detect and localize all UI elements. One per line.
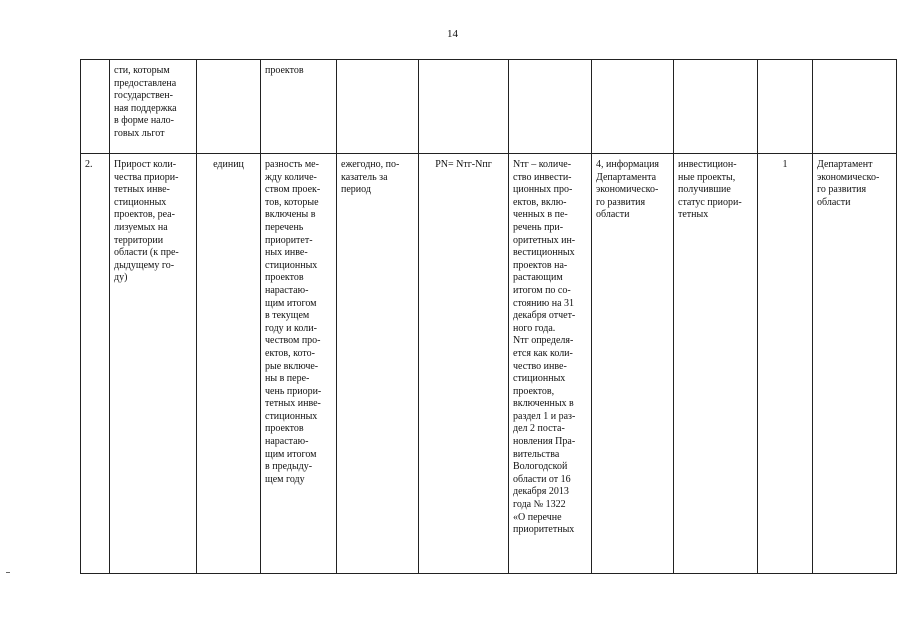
population-cell: инвестицион- ные проекты, получившие статус приори- тетных	[674, 154, 758, 574]
responsible-cell: Департамент экономическо- го развития области	[813, 154, 897, 574]
column-10-cell: 1	[758, 154, 813, 574]
table-row	[81, 60, 897, 154]
unit-cell: единиц	[197, 154, 261, 574]
scan-artifact	[6, 572, 10, 573]
definition-cell: разность ме- жду количе- ством проек- тов, которые включены в перечень приоритет- ных инве- стиционных проектов нарастаю- щим итогом в текущем году и коли- чеством про- ектов, кото- рые включе- ны в пере- чень приори- тетных инве- стиционных проектов нарастаю- щим итогом в предыду- щем году	[261, 154, 337, 574]
indicator-name-cell: сти, которым предоставлена государствен- ная поддержка в форме нало- говых льгот	[110, 60, 197, 154]
unit-cell	[197, 60, 261, 154]
periodicity-cell	[337, 60, 419, 154]
indicator-table	[80, 59, 897, 574]
definition-cell: проектов	[261, 60, 337, 154]
row-number-cell: 2.	[81, 154, 110, 574]
formula-cell	[419, 60, 509, 154]
table-row	[81, 154, 897, 574]
source-cell: 4, информация Департамента экономическо- го развития области	[592, 154, 674, 574]
population-cell	[674, 60, 758, 154]
column-10-cell	[758, 60, 813, 154]
indicator-name-cell: Прирост коли- чества приори- тетных инве- стиционных проектов, реа- лизуемых на территории области (к пре- дыдущему го- ду)	[110, 154, 197, 574]
page-number: 14	[447, 28, 458, 40]
description-cell: Nтг – количе- ство инвести- ционных про- ектов, вклю- ченных в пе- речень при- оритетных ин- вестиционных проектов на- растающим итогом по со- стоянию на 31 декабря отчет- ного года. Nтг определя- ется как коли- чество инве- стиционных проектов, включенных в раздел 1 и раз- дел 2 поста- новления Пра- вительства Вологодской области от 16 декабря 2013 года № 1322 «О перечне приоритетных	[509, 154, 592, 574]
row-number-cell	[81, 60, 110, 154]
formula-cell: PN= Nтг-Nпг	[419, 154, 509, 574]
responsible-cell	[813, 60, 897, 154]
periodicity-cell: ежегодно, по- казатель за период	[337, 154, 419, 574]
source-cell	[592, 60, 674, 154]
description-cell	[509, 60, 592, 154]
